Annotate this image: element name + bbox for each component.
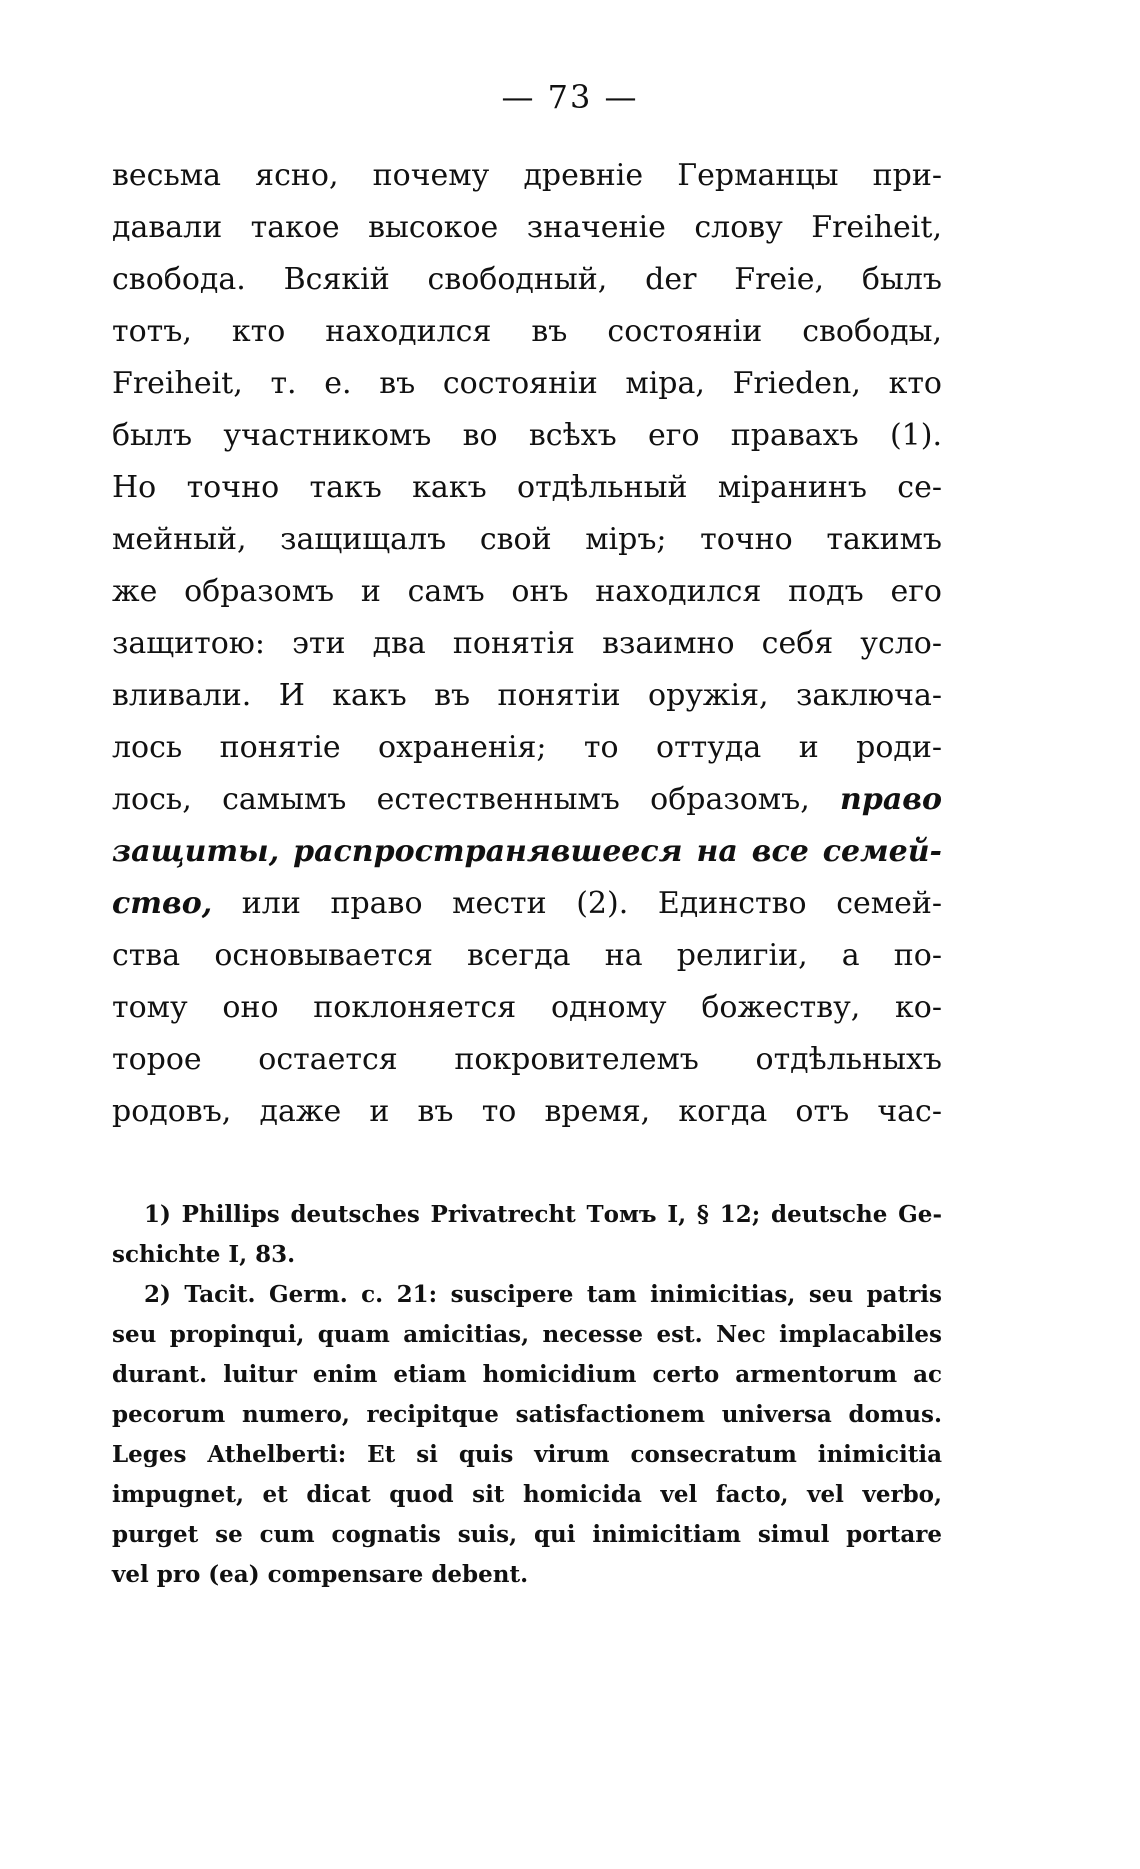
footnote-1-line: 1) Phillips deutsches Privatrecht Томъ I, § 12; deutsche Ge- — [144, 1201, 942, 1228]
footnotes — [112, 1195, 942, 1595]
body-line: тотъ, кто находился въ состояніи свободы, — [112, 314, 942, 349]
body-line: же образомъ и самъ онъ находился подъ его — [112, 574, 942, 609]
footnote-1-line: schichte I, 83. — [112, 1241, 296, 1268]
footnote-2-line: 2) Tacit. Germ. c. 21: suscipere tam inimicitias, seu patris — [144, 1281, 942, 1308]
body-line: защитою: эти два понятія взаимно себя усло- — [112, 626, 942, 661]
body-text — [112, 150, 942, 1138]
footnote-2-line: impugnet, et dicat quod sit homicida vel facto, vel verbo, — [112, 1481, 942, 1508]
footnote-2-line: vel pro (ea) compensare debent. — [112, 1561, 529, 1588]
body-line: весьма ясно, почему древніе Германцы при- — [112, 158, 942, 193]
body-line-text: или право мести (2). Единство семей- — [212, 886, 942, 921]
footnote-2-line: Leges Athelberti: Et si quis virum consecratum inimicitia — [112, 1441, 942, 1468]
body-line: ства основывается всегда на религіи, а по- — [112, 938, 942, 973]
body-line: лось понятіе охраненія; то оттуда и роди- — [112, 730, 942, 765]
body-line: Но точно такъ какъ отдѣльный міранинъ се- — [112, 470, 942, 505]
body-line: давали такое высокое значеніе слову Freiheit, — [112, 210, 942, 245]
body-line: свобода. Всякій свободный, der Freie, былъ — [112, 262, 942, 297]
body-line — [112, 774, 942, 826]
body-line: тому оно поклоняется одному божеству, ко- — [112, 990, 942, 1025]
body-line — [112, 878, 942, 930]
emphasis-text: ство, — [112, 886, 213, 921]
body-line: вливали. И какъ въ понятіи оружія, заключа- — [112, 678, 942, 713]
body-line: былъ участникомъ во всѣхъ его правахъ (1). — [112, 418, 942, 453]
body-line-text: лось, самымъ естественнымъ образомъ, — [112, 782, 841, 817]
footnote-2-line: pecorum numero, recipitque satisfactionem universa domus. — [112, 1401, 942, 1428]
footnote-2-line: purget se cum cognatis suis, qui inimicitiam simul portare — [112, 1521, 942, 1548]
footnote-2-line: durant. luitur enim etiam homicidium certo armentorum ac — [112, 1361, 942, 1388]
body-line: мейный, защищалъ свой міръ; точно такимъ — [112, 522, 942, 557]
body-line: родовъ, даже и въ то время, когда отъ час- — [112, 1094, 942, 1129]
emphasis-line: защиты, распространявшееся на все семей- — [112, 834, 942, 869]
emphasis-text: право — [840, 782, 942, 817]
body-line: торое остается покровителемъ отдѣльныхъ — [112, 1042, 942, 1077]
body-line: Freiheit, т. е. въ состояніи міра, Frieden, кто — [112, 366, 942, 401]
page-number: — 73 — — [501, 78, 639, 116]
footnote-2-line: seu propinqui, quam amicitias, necesse est. Nec implacabiles — [112, 1321, 942, 1348]
